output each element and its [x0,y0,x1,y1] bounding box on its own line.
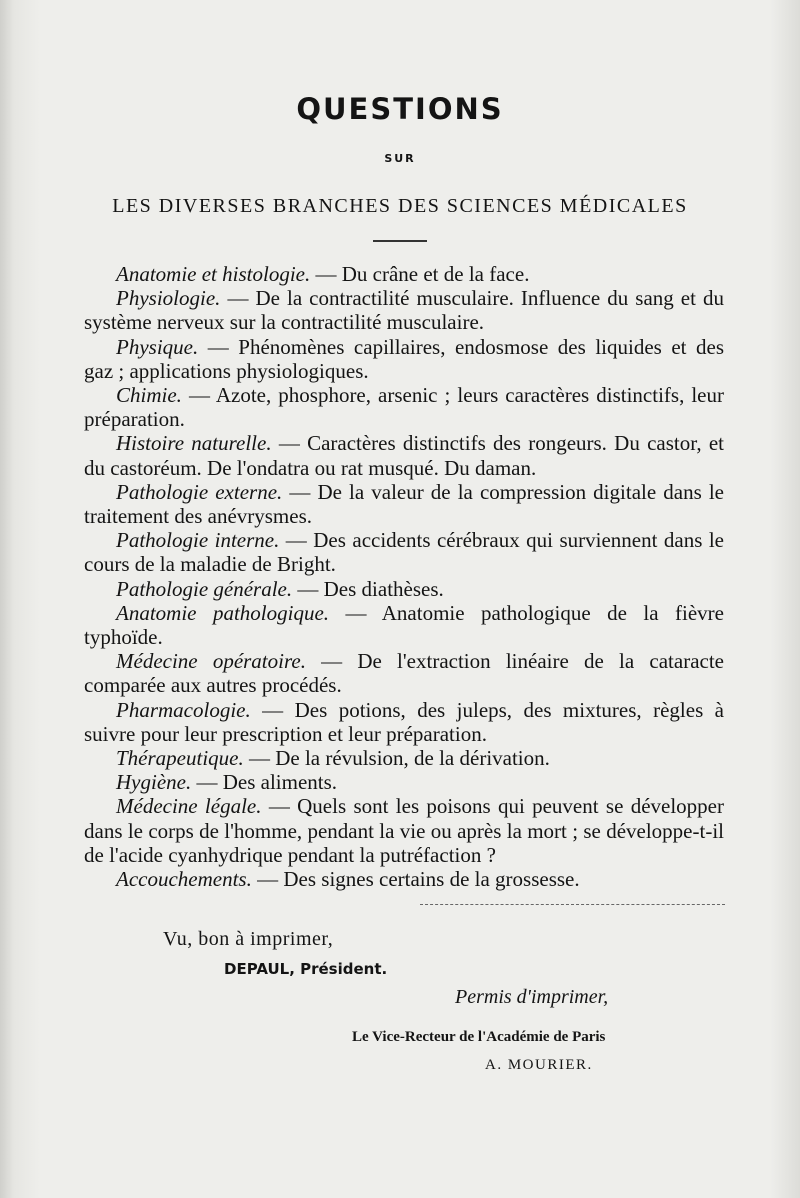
question-label: Médecine légale. [116,794,262,819]
question-label: Thérapeutique. [116,746,244,771]
question-label: Pathologie interne. [116,528,280,553]
question-label: Pathologie externe. [116,479,283,504]
question-text: — Des aliments. [191,770,338,795]
question-label: Chimie. [116,383,182,408]
question-text: — Des diathèses. [292,576,444,601]
question-text: — Caractères distinctifs des rongeurs. Du castor, et du castoréum. De l'ondatra ou rat musqué. Du daman. [84,431,725,480]
question-item [84,770,724,794]
question-text: — Azote, phosphore, arsenic ; leurs caractères distinctifs, leur préparation. [84,383,724,432]
question-item [84,480,724,528]
question-item [84,383,724,431]
question-text: — Du crâne et de la face. [310,262,530,286]
section-divider [420,904,725,905]
question-text: — Des signes certains de la grossesse. [251,867,580,892]
page-subtitle: LES DIVERSES BRANCHES DES SCIENCES MÉDICALES [112,195,688,217]
question-item [84,746,724,770]
rector-signature: A. MOURIER. [485,1057,593,1073]
question-text: — De la contractilité musculaire. Influence du sang et du système nerveux sur la contractilité musculaire. [84,286,724,335]
title-connector: SUR [384,152,416,165]
question-label: Physique. [116,334,199,359]
question-label: Anatomie et histologie. [116,262,311,286]
question-label: Pharmacologie. [116,697,251,722]
question-label: Médecine opératoire. [116,649,306,674]
question-text: — Quels sont les poisons qui peuvent se développer dans le corps de l'homme, pendant la vie ou après la mort ; se développe-t-il de l'acide cyanhydrique pendant la putréfaction ? [84,794,724,867]
question-label: Pathologie générale. [116,576,293,601]
question-label: Accouchements. [116,867,252,892]
president-signature: DEPAUL, Président. [224,960,388,978]
question-label: Histoire naturelle. [116,431,272,456]
question-label: Anatomie pathologique. [116,600,330,625]
approval-line: Vu, bon à imprimer, [163,928,334,950]
title-divider [373,240,427,242]
question-item [84,601,724,649]
question-label: Hygiène. [116,770,192,795]
question-text: — Des potions, des juleps, des mixtures, règles à suivre pour leur prescription et leur préparation. [84,697,724,746]
question-item [84,649,724,697]
question-item [84,431,724,479]
question-text: — Anatomie pathologique de la fièvre typhoïde. [84,600,724,650]
questions-list [84,262,724,891]
question-item [84,262,724,286]
question-text: — Des accidents cérébraux qui surviennent dans le cours de la maladie de Bright. [84,528,724,577]
question-item [84,528,724,576]
question-item [84,698,724,746]
question-item [84,577,724,601]
question-text: — De l'extraction linéaire de la cataracte comparée aux autres procédés. [84,649,724,698]
print-permit-line: Permis d'imprimer, [455,986,609,1008]
question-item [84,335,724,383]
question-label: Physiologie. [116,286,221,311]
question-item [84,286,724,334]
question-text: — Phénomènes capillaires, endosmose des liquides et des gaz ; applications physiologiques. [84,334,724,383]
question-item [84,794,724,867]
page-title: QUESTIONS [296,92,504,126]
question-text: — De la révulsion, de la dérivation. [243,746,550,771]
vice-rector-line: Le Vice-Recteur de l'Académie de Paris [352,1029,606,1045]
question-item [84,867,724,891]
question-text: — De la valeur de la compression digitale dans le traitement des anévrysmes. [84,479,724,529]
